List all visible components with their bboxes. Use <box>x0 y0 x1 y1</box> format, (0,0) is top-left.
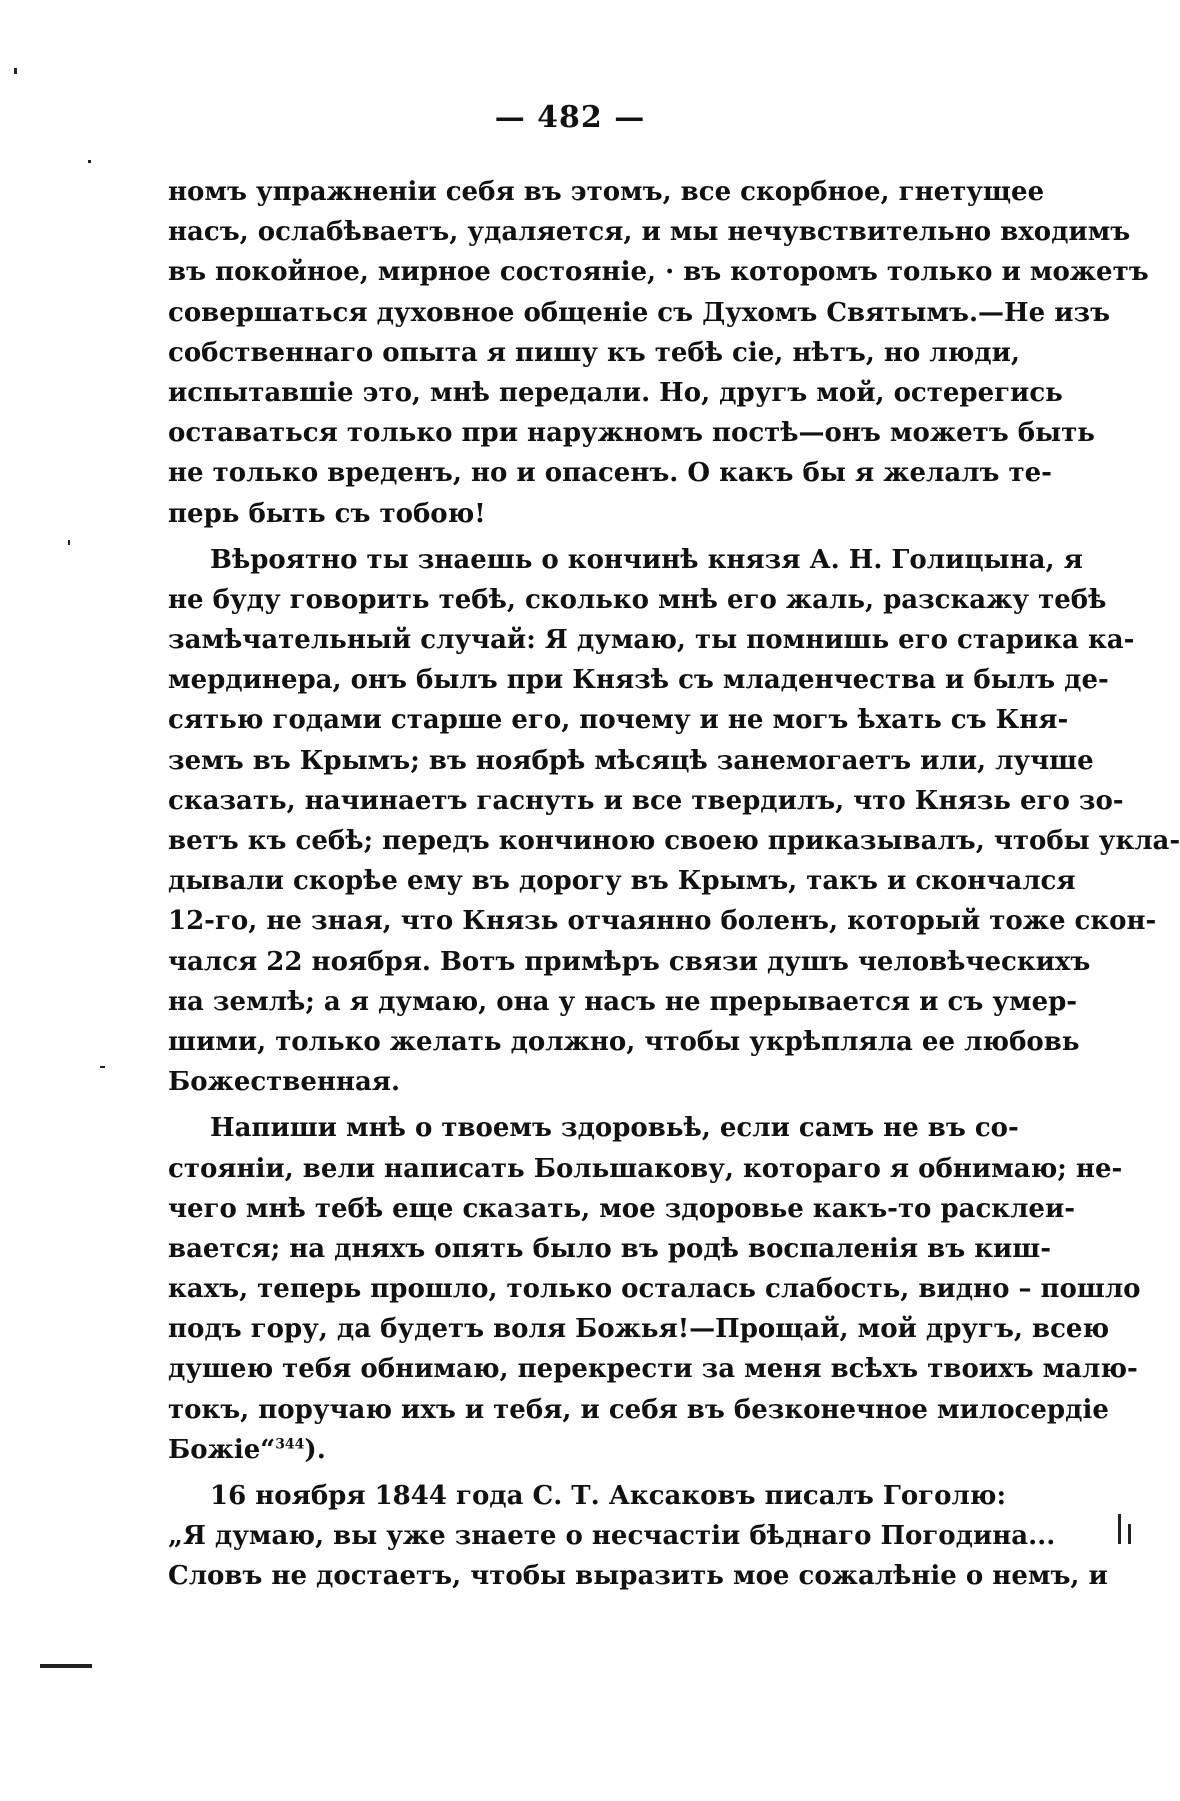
scan-rule <box>40 1664 92 1668</box>
text-line: Вѣроятно ты знаешь о кончинѣ князя А. Н. Голицына, я <box>210 544 1083 575</box>
text-line: Словъ не достаетъ, чтобы выразить мое сожалѣніе о немъ, и <box>168 1561 1108 1592</box>
text-line-with-footnote <box>168 1430 1004 1470</box>
scan-mark <box>68 540 70 545</box>
text-line: чался 22 ноября. Вотъ примѣръ связи душъ человѣческихъ <box>168 946 1091 977</box>
text-line: собственнаго опыта я пишу къ тебѣ сіе, нѣтъ, но люди, <box>168 337 1020 368</box>
text-line: сятью годами старше его, почему и не могъ ѣхать съ Кня- <box>168 705 1069 736</box>
text-line: стояніи, вели написать Большакову, котораго я обнимаю; не- <box>168 1153 1123 1184</box>
text-line: не буду говорить тебѣ, сколько мнѣ его жаль, разскажу тебѣ <box>168 584 1107 615</box>
text-fragment: ). <box>304 1434 326 1465</box>
text-line: токъ, поручаю ихъ и тебя, и себя въ безконечное милосердіе <box>168 1394 1109 1425</box>
text-line: чего мнѣ тебѣ еще сказать, мое здоровье какъ-то расклеи- <box>168 1193 1076 1224</box>
text-line: ветъ къ себѣ; передъ кончиною своею приказывалъ, чтобы укла- <box>168 826 1180 856</box>
text-line: „Я думаю, вы уже знаете о несчастіи бѣднаго Погодина... <box>168 1521 1056 1552</box>
footnote-marker: 344 <box>275 1436 305 1453</box>
text-line: сказать, начинаетъ гаснуть и все твердилъ, что Князь его зо- <box>168 785 1124 816</box>
text-line: оставаться только при наружномъ постѣ—онъ можетъ быть <box>168 418 1095 449</box>
text-line: мердинера, онъ былъ при Князѣ съ младенчества и былъ де- <box>168 665 1109 696</box>
text-line: въ покойное, мирное состояніе, · въ которомъ только и можетъ <box>168 257 1149 288</box>
text-line: замѣчательный случай: Я думаю, ты помнишь его старика ка- <box>168 625 1135 656</box>
text-line: вается; на дняхъ опять было въ родѣ воспаленія въ киш- <box>168 1233 1052 1264</box>
text-line: совершаться духовное общеніе съ Духомъ Святымъ.—Не изъ <box>168 297 1111 328</box>
text-line: подъ гору, да будетъ воля Божья!—Прощай, мой другъ, всею <box>168 1314 1110 1345</box>
text-line: 16 ноября 1844 года С. Т. Аксаковъ писалъ Гоголю: <box>210 1481 1007 1511</box>
text-line: Божественная. <box>168 1067 401 1098</box>
text-line: перь быть съ тобою! <box>168 498 486 529</box>
scan-mark <box>1128 1524 1131 1544</box>
scan-mark <box>100 1066 105 1068</box>
text-fragment: Божіе“ <box>168 1434 276 1465</box>
text-line: земъ въ Крымъ; въ ноябрѣ мѣсяцѣ занемогаетъ или, лучше <box>168 745 1094 776</box>
text-line: насъ, ослабѣваетъ, удаляется, и мы нечувствительно входимъ <box>168 217 1131 248</box>
text-line: испытавшіе это, мнѣ передали. Но, другъ мой, остерегись <box>168 377 1063 408</box>
text-line: на землѣ; а я думаю, она у насъ не прерывается и съ умер- <box>168 986 1078 1017</box>
text-line: душею тебя обнимаю, перекрести за меня всѣхъ твоихъ малю- <box>168 1354 1138 1385</box>
text-line: Напиши мнѣ о твоемъ здоровьѣ, если самъ не въ со- <box>210 1113 1019 1144</box>
scan-mark <box>14 68 17 74</box>
text-line: номъ упражненіи себя въ этомъ, все скорбное, гнетущее <box>168 177 1045 207</box>
text-line: 12-го, не зная, что Князь отчаянно боленъ, который тоже скон- <box>168 906 1157 937</box>
text-line: не только вреденъ, но и опасенъ. О какъ бы я желалъ те- <box>168 458 1052 489</box>
page-number: — 482 — <box>494 100 646 135</box>
text-line: дывали скорѣе ему въ дорогу въ Крымъ, такъ и скончался <box>168 866 1076 897</box>
text-line: кахъ, теперь прошло, только осталась слабость, видно – пошло <box>168 1274 1141 1305</box>
text-line: шими, только желать должно, чтобы укрѣпляла ее любовь <box>168 1026 1080 1057</box>
body-text <box>168 172 1180 1597</box>
scan-mark <box>1118 1514 1121 1544</box>
scan-mark <box>88 160 91 163</box>
